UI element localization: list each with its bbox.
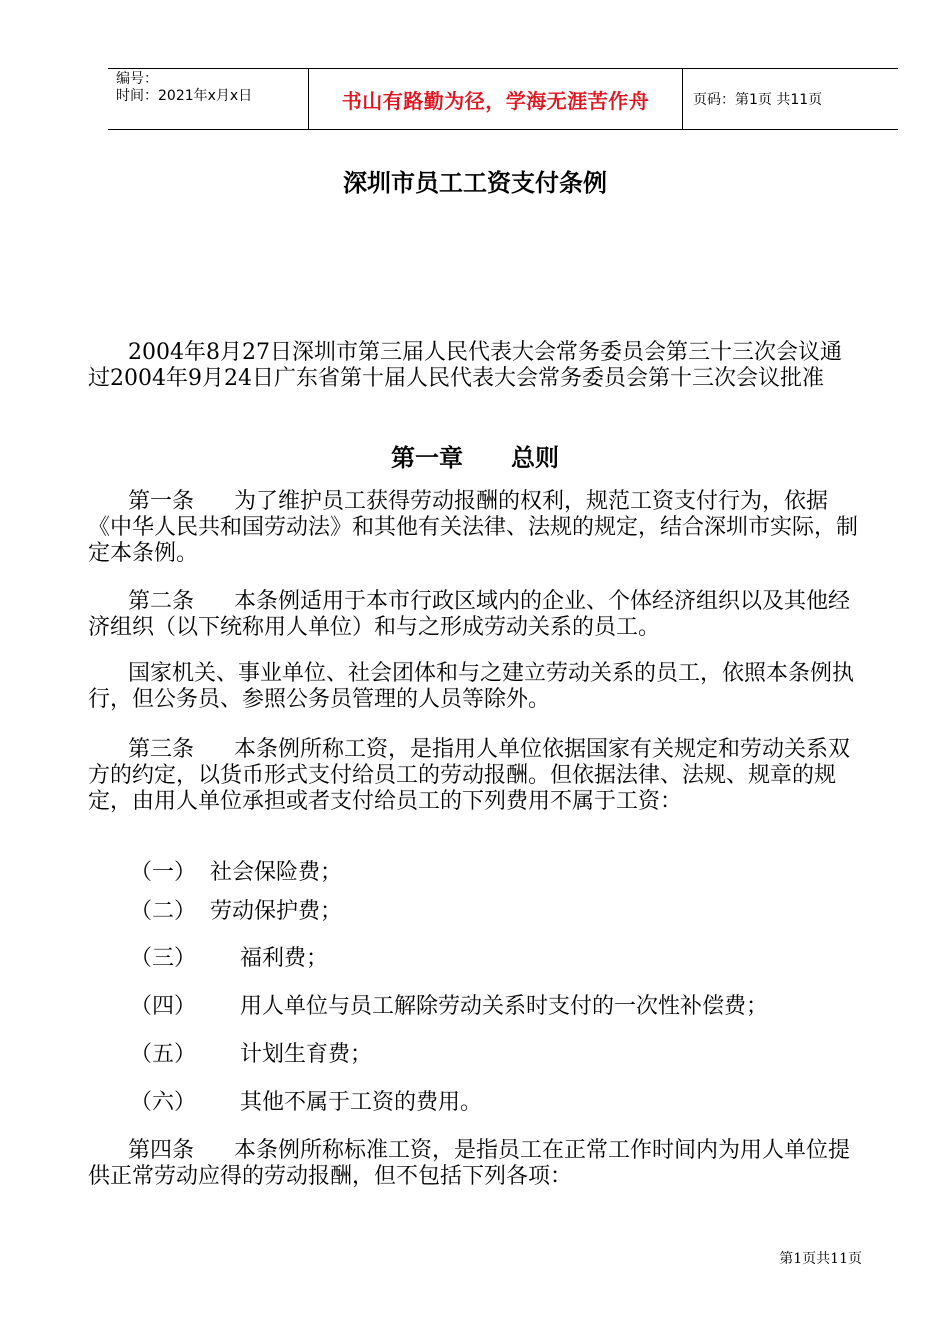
- article-2-para-2-text: 国家机关、事业单位、社会团体和与之建立劳动关系的员工，依照本条例执行，但公务员、参照公务员管理的人员等除外。: [88, 661, 855, 712]
- chapter-heading: [0, 438, 950, 473]
- date-line: 时间：2021年x月x日: [116, 88, 253, 104]
- header-page-info: [683, 69, 898, 129]
- chapter-number: 第一章: [391, 444, 463, 472]
- list-item: [130, 994, 768, 1020]
- motto-text: 书山有路勤为径，学海无涯苦作舟: [341, 88, 650, 113]
- list-item: [130, 860, 342, 886]
- article-2-text: 本条例适用于本市行政区域内的企业、个体经济组织以及其他经济组织（以下统称用人单位）和与之形成劳动关系的员工。: [88, 589, 851, 640]
- list-item-text: 福利费；: [240, 946, 329, 971]
- list-item: [130, 946, 328, 972]
- article-3: [88, 737, 860, 815]
- list-item-text: 用人单位与员工解除劳动关系时支付的一次性补偿费；: [240, 994, 769, 1019]
- preamble-text: 2004年8月27日深圳市第三届人民代表大会常务委员会第三十三次会议通过2004年9月24日广东省第十届人民代表大会常务委员会第十三次会议批准: [88, 340, 842, 391]
- list-item-text: 计划生育费；: [240, 1042, 373, 1067]
- list-item-number: （四）: [130, 994, 197, 1019]
- list-item-number: （五）: [130, 1042, 197, 1067]
- article-3-label: 第三条: [128, 737, 195, 762]
- list-item-number: （二）: [130, 899, 197, 924]
- article-4-text: 本条例所称标准工资，是指员工在正常工作时间内为用人单位提供正常劳动应得的劳动报酬，但不包括下列各项：: [88, 1138, 851, 1189]
- list-item: [130, 1090, 482, 1116]
- list-item-text: 社会保险费；: [210, 860, 343, 885]
- article-1-text: 为了维护员工获得劳动报酬的权利，规范工资支付行为，依据《中华人民共和国劳动法》和其他有关法律、法规的规定，结合深圳市实际，制定本条例。: [88, 489, 859, 566]
- page-header: [108, 68, 898, 130]
- article-2-para-2: [88, 661, 860, 713]
- list-item-number: （一）: [130, 860, 197, 885]
- article-2-label: 第二条: [128, 589, 195, 614]
- chapter-name: 总则: [511, 444, 559, 472]
- list-item-number: （六）: [130, 1090, 197, 1115]
- document-title: 深圳市员工工资支付条例: [343, 169, 607, 197]
- list-item-text: 其他不属于工资的费用。: [240, 1090, 483, 1115]
- list-item: [130, 899, 342, 925]
- list-item-text: 劳动保护费；: [210, 899, 343, 924]
- article-4-label: 第四条: [128, 1138, 195, 1163]
- number-label: 编号：: [116, 71, 158, 87]
- page-footer: 第1页共11页: [779, 1251, 862, 1267]
- header-motto-cell: [309, 69, 683, 129]
- article-3-text: 本条例所称工资，是指用人单位依据国家有关规定和劳动关系双方的约定，以货币形式支付给员工的劳动报酬。但依据法律、法规、规章的规定，由用人单位承担或者支付给员工的下列费用不属于工资：: [88, 737, 851, 814]
- list-item: [130, 1042, 372, 1068]
- header-meta: [108, 69, 309, 129]
- article-2: [88, 589, 860, 641]
- page-info-text: 页码：第1页 共11页: [693, 92, 823, 108]
- article-4: [88, 1138, 860, 1190]
- article-1-label: 第一条: [128, 489, 195, 514]
- article-1: [88, 489, 860, 567]
- list-item-number: （三）: [130, 946, 197, 971]
- preamble: [88, 340, 860, 392]
